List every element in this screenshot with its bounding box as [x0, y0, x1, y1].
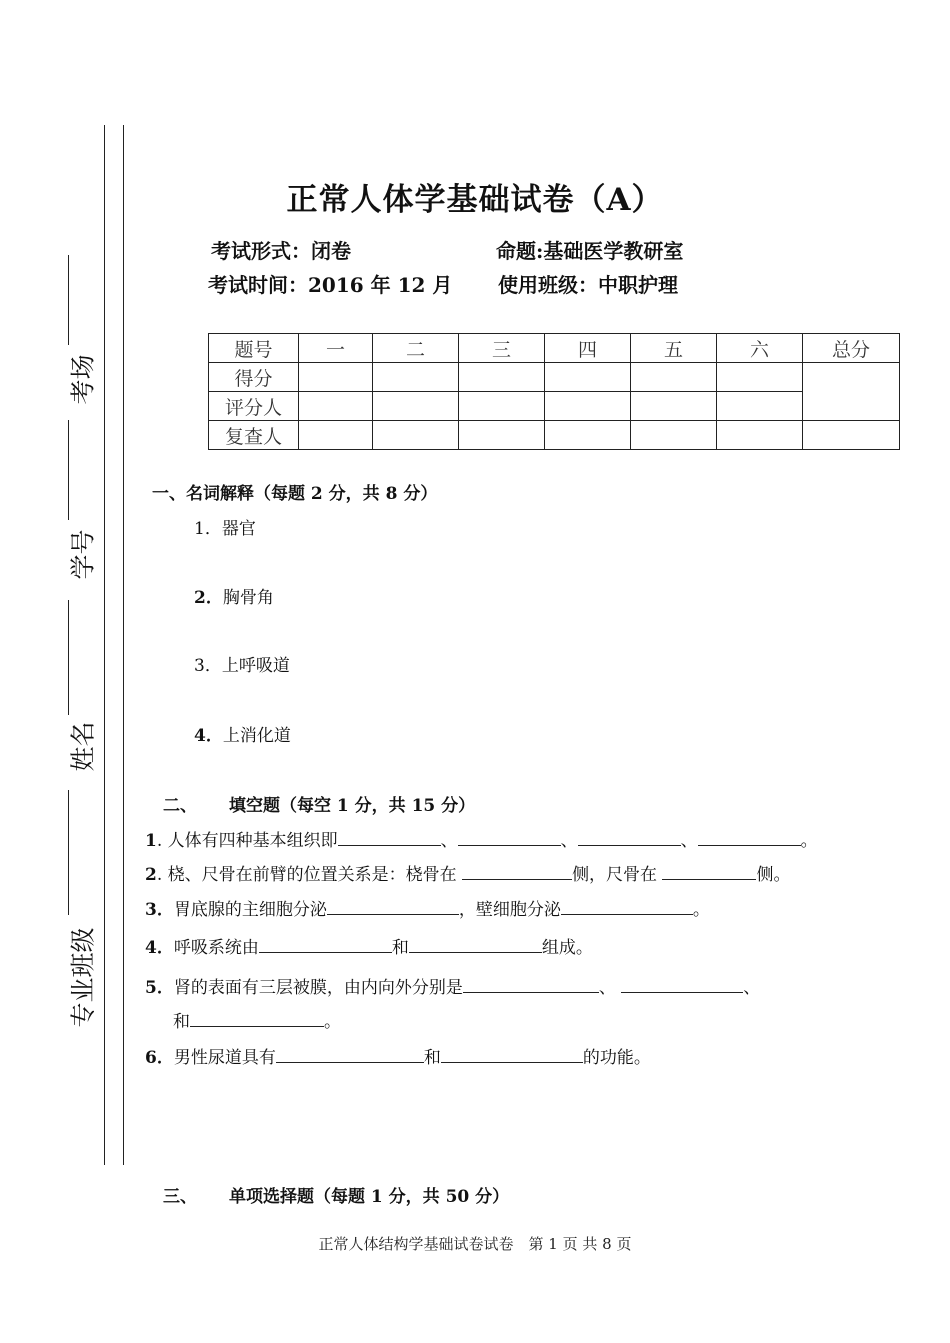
term-number: 2．: [194, 588, 223, 608]
page-title: 正常人体学基础试卷（A）: [286, 182, 664, 218]
reviewer-cell[interactable]: [373, 421, 459, 450]
header-cell: 总分: [803, 334, 900, 363]
answer-blank[interactable]: [190, 1011, 324, 1027]
reviewer-cell[interactable]: [803, 421, 900, 450]
fill-question-4: 4．呼吸系统由 和 组成。: [145, 938, 593, 958]
section-3-heading: [163, 1182, 509, 1207]
answer-blank[interactable]: [276, 1047, 424, 1063]
row-label: 评分人: [209, 392, 299, 421]
answer-blank[interactable]: [662, 864, 756, 880]
score-cell[interactable]: [373, 363, 459, 392]
term-number: 3．: [194, 656, 222, 676]
answer-blank[interactable]: [259, 937, 392, 953]
side-label-name: 姓名: [68, 721, 98, 772]
fill-question-2: 2. 桡、尺骨在前臂的位置关系是：桡骨在 侧，尺骨在 侧。: [145, 865, 791, 885]
reviewer-cell[interactable]: [459, 421, 545, 450]
student-no-fill-line[interactable]: [68, 420, 69, 520]
exam-form: 考试形式：闭卷: [211, 239, 351, 263]
side-label-student-no: 学号: [68, 529, 98, 580]
fill-question-3: 3．胃底腺的主细胞分泌 ，壁细胞分泌 。: [145, 900, 710, 920]
grader-cell[interactable]: [373, 392, 459, 421]
answer-blank[interactable]: [578, 830, 681, 846]
section-2-number: 二、: [163, 796, 197, 816]
term-number: 4．: [194, 726, 223, 746]
answer-blank[interactable]: [458, 830, 561, 846]
header-cell: 五: [631, 334, 717, 363]
score-cell[interactable]: [299, 363, 373, 392]
term-item: [194, 651, 290, 676]
grader-cell[interactable]: [717, 392, 803, 421]
score-row: [209, 363, 900, 392]
exam-author: 命题:基础医学教研室: [496, 239, 684, 263]
page-footer: 正常人体结构学基础试卷试卷 第 1 页 共 8 页: [318, 1235, 632, 1253]
score-table-header-row: [209, 334, 900, 363]
header-cell: 六: [717, 334, 803, 363]
score-cell[interactable]: [631, 363, 717, 392]
answer-blank[interactable]: [462, 864, 572, 880]
section-1-heading: 一、名词解释（每题 2 分，共 8 分）: [152, 484, 438, 504]
answer-blank[interactable]: [338, 830, 441, 846]
exam-room-fill-line[interactable]: [68, 255, 69, 345]
term-item: [194, 514, 256, 539]
reviewer-cell[interactable]: [717, 421, 803, 450]
fill-question-1: 1. 人体有四种基本组织即 、 、 、 。: [145, 831, 818, 851]
score-cell[interactable]: [717, 363, 803, 392]
answer-blank[interactable]: [327, 899, 459, 915]
reviewer-cell[interactable]: [299, 421, 373, 450]
grader-row: [209, 392, 900, 421]
section-2-title: 填空题（每空 1 分，共 15 分）: [229, 796, 476, 816]
grader-cell[interactable]: [459, 392, 545, 421]
section-2-heading: [163, 791, 475, 816]
row-label: 复查人: [209, 421, 299, 450]
term-text: 器官: [221, 519, 256, 539]
term-item: [194, 583, 274, 608]
name-fill-line[interactable]: [68, 600, 69, 715]
grader-cell[interactable]: [299, 392, 373, 421]
header-cell: 题号: [209, 334, 299, 363]
answer-blank[interactable]: [698, 830, 801, 846]
term-text: 上呼吸道: [221, 656, 290, 676]
term-text: 上消化道: [222, 726, 291, 746]
side-label-exam-room: 考场: [68, 354, 98, 405]
answer-blank[interactable]: [409, 937, 542, 953]
header-cell: 四: [545, 334, 631, 363]
score-cell[interactable]: [459, 363, 545, 392]
fill-question-5: 5．肾的表面有三层被膜，由内向外分别是 、 、: [145, 978, 761, 998]
section-3-number: 三、: [163, 1187, 197, 1207]
header-cell: 三: [459, 334, 545, 363]
header-cell: 一: [299, 334, 373, 363]
side-label-major-class: 专业班级: [68, 927, 98, 1028]
fill-question-6: 6．男性尿道具有 和 的功能。: [145, 1048, 651, 1068]
reviewer-cell[interactable]: [545, 421, 631, 450]
term-text: 胸骨角: [222, 588, 274, 608]
answer-blank[interactable]: [463, 977, 599, 993]
reviewer-cell[interactable]: [631, 421, 717, 450]
score-table: [208, 333, 900, 450]
answer-blank[interactable]: [621, 977, 743, 993]
header-cell: 二: [373, 334, 459, 363]
reviewer-row: [209, 421, 900, 450]
grader-cell[interactable]: [631, 392, 717, 421]
answer-blank[interactable]: [561, 899, 693, 915]
exam-time: 考试时间：2016 年 12 月: [208, 273, 453, 297]
grader-cell[interactable]: [545, 392, 631, 421]
score-cell[interactable]: [545, 363, 631, 392]
binding-line-right: [123, 125, 124, 1165]
total-score-cell[interactable]: [803, 363, 900, 421]
binding-line-left: [104, 125, 105, 1165]
term-item: [194, 721, 291, 746]
answer-blank[interactable]: [441, 1047, 583, 1063]
fill-question-5-line-2: 和 。: [173, 1012, 341, 1032]
section-3-title: 单项选择题（每题 1 分，共 50 分）: [229, 1187, 510, 1207]
term-number: 1．: [194, 519, 222, 539]
exam-class: 使用班级：中职护理: [498, 273, 678, 297]
row-label: 得分: [209, 363, 299, 392]
major-class-fill-line[interactable]: [68, 790, 69, 915]
